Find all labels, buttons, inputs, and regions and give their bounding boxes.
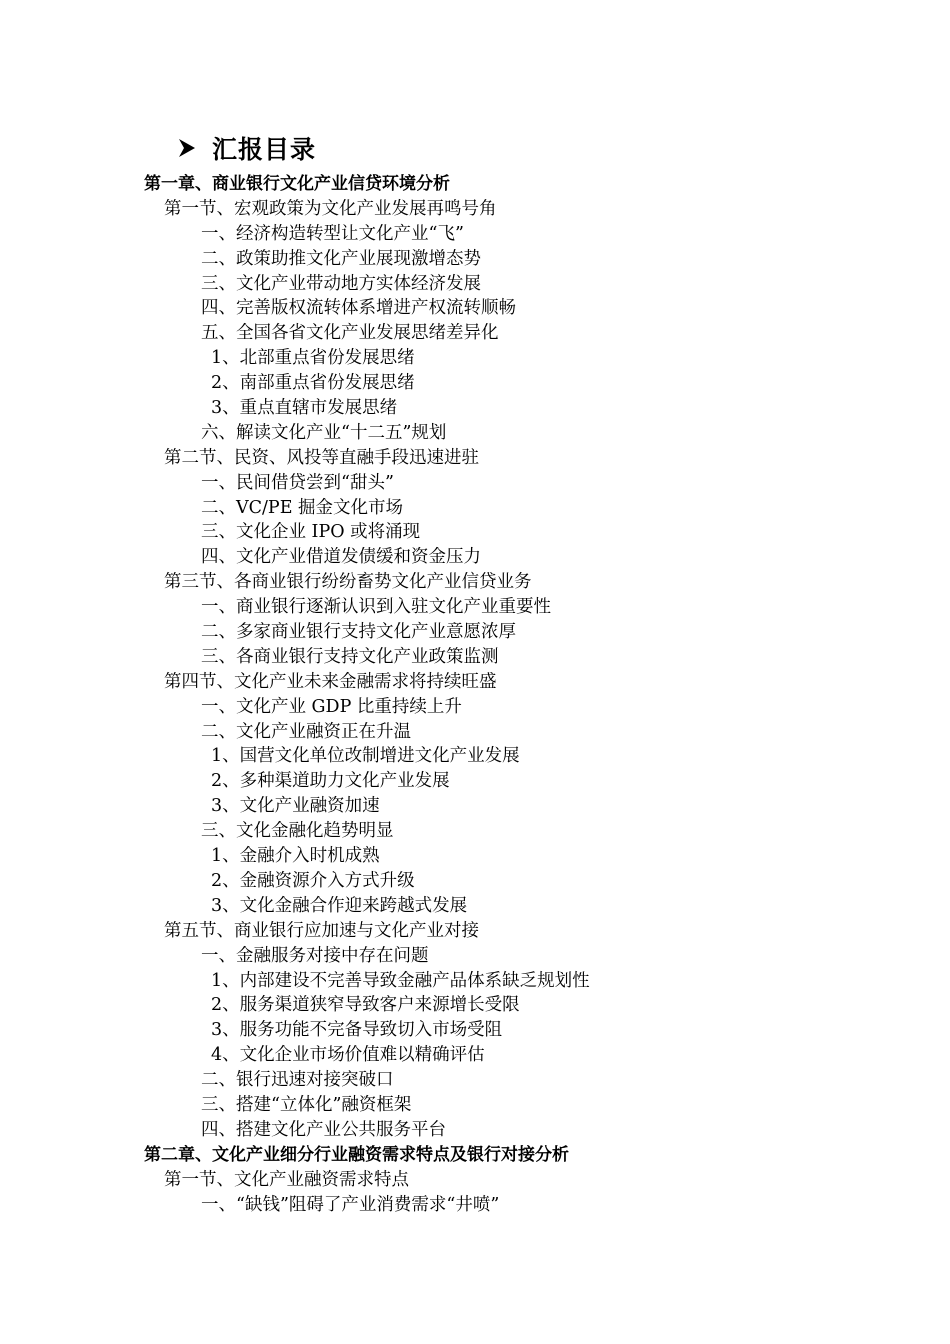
toc-item: 三、搭建“立体化”融资框架 [201, 1094, 412, 1115]
toc-subitem: 3、服务功能不完备导致切入市场受阻 [211, 1020, 503, 1041]
arrowhead-bullet-icon [176, 136, 200, 160]
toc-item: 二、银行迅速对接突破口 [201, 1070, 394, 1091]
toc-item: 四、文化产业借道发债缓和资金压力 [201, 547, 481, 568]
toc-item: 六、解读文化产业“十二五”规划 [201, 422, 447, 443]
toc-chapter: 第二章、文化产业细分行业融资需求特点及银行对接分析 [144, 1144, 569, 1165]
toc-subitem: 3、重点直辖市发展思绪 [211, 398, 398, 419]
toc-subitem: 4、文化企业市场价值难以精确评估 [211, 1045, 485, 1066]
toc-subitem: 1、金融介入时机成熟 [211, 846, 380, 867]
toc-subitem: 2、多种渠道助力文化产业发展 [211, 771, 450, 792]
toc-item: 一、民间借贷尝到“甜头” [201, 472, 394, 493]
toc-item: 五、全国各省文化产业发展思绪差异化 [201, 323, 499, 344]
toc-item: 一、商业银行逐渐认识到入驻文化产业重要性 [201, 597, 551, 618]
toc-item: 一、金融服务对接中存在问题 [201, 945, 429, 966]
toc-item: 一、“缺钱”阻碍了产业消费需求“井喷” [201, 1194, 500, 1215]
toc-item: 三、文化企业 IPO 或将涌现 [201, 522, 421, 543]
toc-heading [176, 128, 316, 168]
table-of-contents [0, 172, 950, 1217]
toc-item: 一、经济构造转型让文化产业“飞” [201, 223, 464, 244]
toc-subitem: 2、服务渠道狭窄导致客户来源增长受限 [211, 995, 520, 1016]
toc-subitem: 1、国营文化单位改制增进文化产业发展 [211, 746, 520, 767]
toc-item: 三、文化产业带动地方实体经济发展 [201, 273, 481, 294]
toc-subitem: 1、内部建设不完善导致金融产品体系缺乏规划性 [211, 970, 590, 991]
toc-item: 二、政策助推文化产业展现激增态势 [201, 248, 481, 269]
toc-subitem: 2、南部重点省份发展思绪 [211, 373, 415, 394]
toc-item: 三、文化金融化趋势明显 [201, 821, 394, 842]
toc-section: 第五节、商业银行应加速与文化产业对接 [164, 920, 479, 941]
toc-section: 第一节、文化产业融资需求特点 [164, 1169, 409, 1190]
toc-item: 四、搭建文化产业公共服务平台 [201, 1119, 446, 1140]
toc-item: 二、文化产业融资正在升温 [201, 721, 411, 742]
toc-item: 四、完善版权流转体系增进产权流转顺畅 [201, 298, 516, 319]
toc-section: 第四节、文化产业未来金融需求将持续旺盛 [164, 671, 497, 692]
toc-subitem: 3、文化产业融资加速 [211, 796, 380, 817]
toc-chapter: 第一章、商业银行文化产业信贷环境分析 [144, 174, 450, 194]
toc-subitem: 3、文化金融合作迎来跨越式发展 [211, 895, 468, 916]
toc-section: 第二节、民资、风投等直融手段迅速进驻 [164, 447, 479, 468]
toc-item: 一、文化产业 GDP 比重持续上升 [201, 696, 462, 717]
toc-subitem: 2、金融资源介入方式升级 [211, 870, 415, 891]
toc-subitem: 1、北部重点省份发展思绪 [211, 348, 415, 369]
toc-section: 第一节、宏观政策为文化产业发展再鸣号角 [164, 198, 497, 219]
toc-title: 汇报目录 [212, 135, 317, 164]
toc-section: 第三节、各商业银行纷纷畜势文化产业信贷业务 [164, 572, 532, 593]
toc-item: 二、多家商业银行支持文化产业意愿浓厚 [201, 622, 516, 643]
toc-item: 二、VC/PE 掘金文化市场 [201, 497, 404, 518]
toc-item: 三、各商业银行支持文化产业政策监测 [201, 646, 499, 667]
